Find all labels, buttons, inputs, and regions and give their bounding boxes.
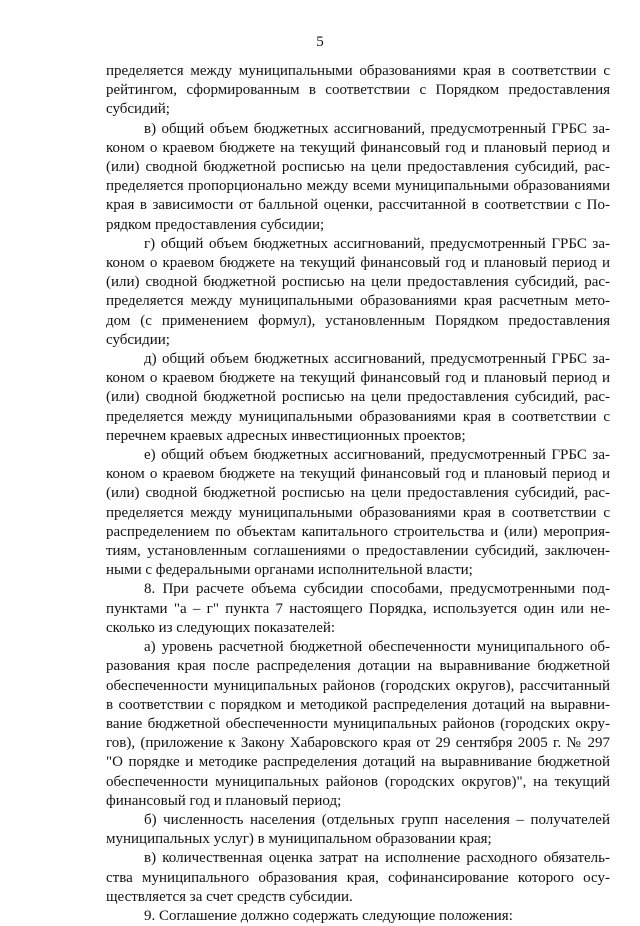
text-line: (или) сводной бюджетной росписью на цели предоставления субсидий, рас- xyxy=(106,389,610,406)
paragraph xyxy=(106,235,610,350)
paragraph xyxy=(106,811,610,849)
text-line: тиям, установленным соглашениями о предоставлении субсидий, заключен- xyxy=(106,543,610,560)
text-line: пунктами "а – г" пункта 7 настоящего Порядка, используется один или не- xyxy=(106,600,610,617)
document-body xyxy=(106,62,610,926)
text-line: в) общий объем бюджетных ассигнований, предусмотренный ГРБС за- xyxy=(144,120,610,137)
text-line: 9. Соглашение должно содержать следующие положения: xyxy=(144,907,513,924)
text-line: в соответствии с порядком и методикой распределения дотаций на выравни- xyxy=(106,696,610,713)
text-line: коном о краевом бюджете на текущий финансовый год и плановый период и xyxy=(106,255,610,272)
paragraph xyxy=(106,120,610,235)
text-line: е) общий объем бюджетных ассигнований, предусмотренный ГРБС за- xyxy=(144,447,610,464)
text-line: (или) сводной бюджетной росписью на цели предоставления субсидий, рас- xyxy=(106,159,610,176)
text-line: рядком предоставления субсидии; xyxy=(106,216,325,233)
text-line: обеспеченности муниципальных районов (городских округов)", на текущий xyxy=(106,773,610,790)
paragraph xyxy=(106,638,610,811)
text-line: ства муниципального образования края, софинансирование которого осу- xyxy=(106,869,610,886)
paragraph xyxy=(106,849,610,907)
text-line: ществляется за счет средств субсидии. xyxy=(106,888,353,905)
text-line: рейтингом, сформированным в соответствии с Порядком предоставления xyxy=(106,82,610,99)
text-line: коном о краевом бюджете на текущий финансовый год и плановый период и xyxy=(106,139,610,156)
text-line: пределяется между муниципальными образованиями края в соответствии с xyxy=(106,63,610,79)
text-line: в) количественная оценка затрат на исполнение расходного обязатель- xyxy=(144,850,610,867)
text-line: финансовый год и плановый период; xyxy=(106,792,342,809)
text-line: коном о краевом бюджете на текущий финансовый год и плановый период и xyxy=(106,370,610,387)
text-line: ными с федеральными органами исполнительной власти; xyxy=(106,562,473,579)
text-line: распределением по объектам капитального строительства и (или) мероприя- xyxy=(106,523,610,540)
text-line: а) уровень расчетной бюджетной обеспеченности муниципального об- xyxy=(144,639,610,656)
text-line: пределяется пропорционально между всеми муниципальными образованиями xyxy=(106,178,610,195)
paragraph xyxy=(106,907,610,926)
text-line: субсидии; xyxy=(106,331,170,348)
paragraph xyxy=(106,62,610,120)
text-line: гов), (приложение к Закону Хабаровского края от 29 сентября 2005 г. № 297 xyxy=(106,735,610,752)
text-line: д) общий объем бюджетных ассигнований, предусмотренный ГРБС за- xyxy=(144,351,610,368)
text-line: коном о краевом бюджете на текущий финансовый год и плановый период и xyxy=(106,466,610,483)
text-line: субсидий; xyxy=(106,101,170,118)
paragraph xyxy=(106,350,610,446)
text-line: (или) сводной бюджетной росписью на цели предоставления субсидий, рас- xyxy=(106,485,610,502)
paragraph xyxy=(106,446,610,580)
text-line: пределяется между муниципальными образованиями края в соответствии с xyxy=(106,408,610,425)
text-line: б) численность населения (отдельных групп населения – получателей xyxy=(144,811,610,828)
text-line: г) общий объем бюджетных ассигнований, предусмотренный ГРБС за- xyxy=(144,235,610,252)
text-line: 8. При расчете объема субсидии способами, предусмотренными под- xyxy=(144,581,610,598)
text-line: обеспеченности муниципальных районов (городских округов), рассчитанный xyxy=(106,677,610,694)
text-line: пределяется между муниципальными образованиями края расчетным мето- xyxy=(106,293,610,310)
text-line: сколько из следующих показателей: xyxy=(106,619,336,636)
text-line: муниципальных услуг) в муниципальном образовании края; xyxy=(106,831,492,848)
text-line: края в зависимости от балльной оценки, рассчитанной в соответствии с По- xyxy=(106,197,610,214)
text-line: "О порядке и методике распределения дотаций на выравнивание бюджетной xyxy=(106,754,610,771)
paragraph xyxy=(106,580,610,638)
text-line: пределяется между муниципальными образованиями края в соответствии с xyxy=(106,504,610,521)
text-line: дом (с применением формул), установленным Порядком предоставления xyxy=(106,312,610,329)
text-line: разования края после распределения дотации на выравнивание бюджетной xyxy=(106,658,610,675)
text-line: (или) сводной бюджетной росписью на цели предоставления субсидий, рас- xyxy=(106,274,610,291)
text-line: вание бюджетной обеспеченности муниципальных районов (городских окру- xyxy=(106,715,610,732)
page-number: 5 xyxy=(316,34,324,50)
text-line: перечнем краевых адресных инвестиционных проектов; xyxy=(106,427,466,444)
